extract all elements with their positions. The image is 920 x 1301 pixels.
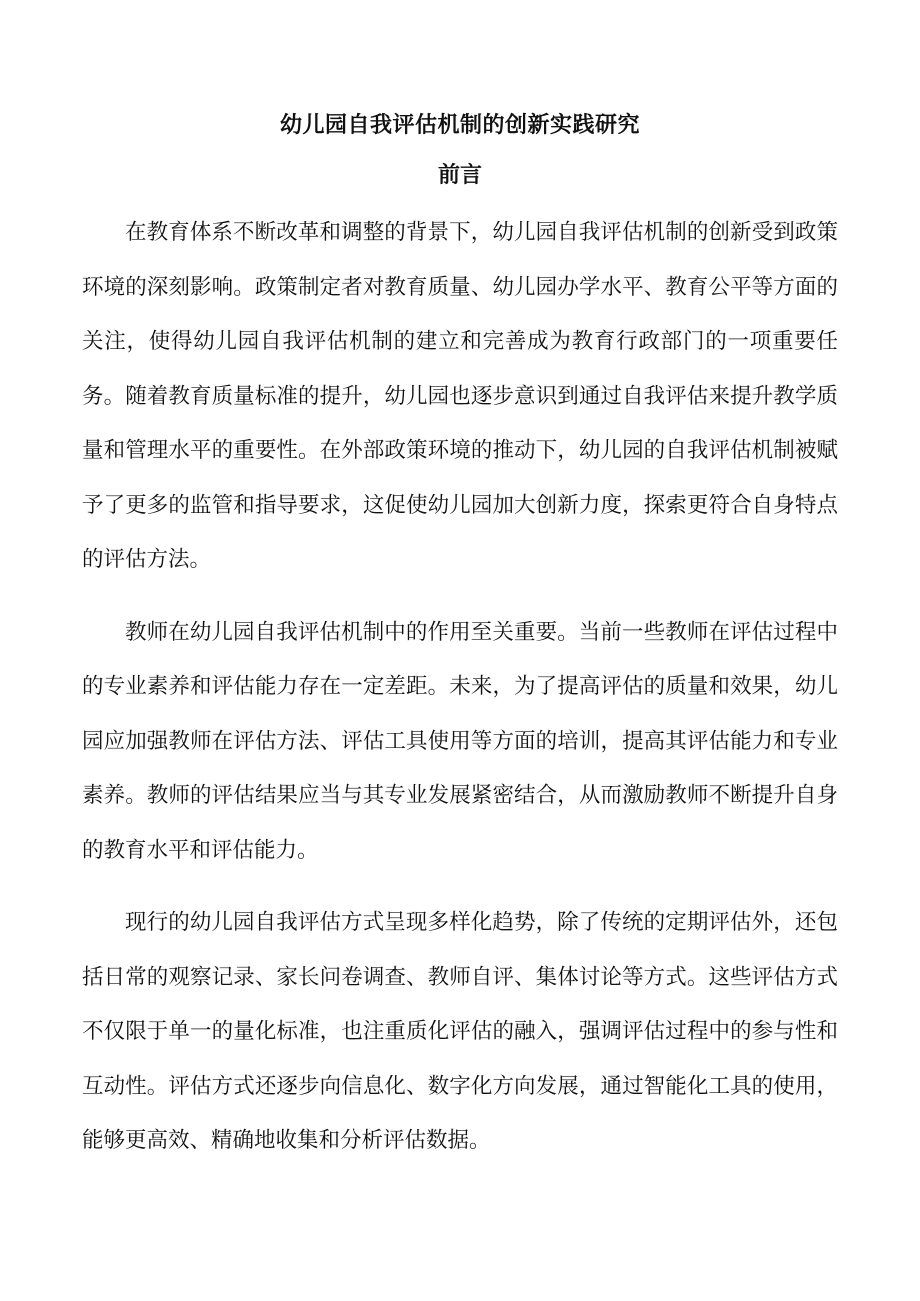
paragraph-2: 教师在幼儿园自我评估机制中的作用至关重要。当前一些教师在评估过程中的专业素养和评估能力存在一定差距。未来，为了提高评估的质量和效果，幼儿园应加强教师在评估方法、评估工具使用等方面的培训，提高其评估能力和专业素养。教师的评估结果应当与其专业发展紧密结合，从而激励教师不断提升自身的教育水平和评估能力。 (82, 619, 838, 863)
section-heading-preface: 前言 (437, 162, 482, 188)
paragraph-1: 在教育体系不断改革和调整的背景下，幼儿园自我评估机制的创新受到政策环境的深刻影响。政策制定者对教育质量、幼儿园办学水平、教育公平等方面的关注，使得幼儿园自我评估机制的建立和完善成为教育行政部门的一项重要任务。随着教育质量标准的提升，幼儿园也逐步意识到通过自我评估来提升教学质量和管理水平的重要性。在外部政策环境的推动下，幼儿园的自我评估机制被赋予了更多的监管和指导要求，这促使幼儿园加大创新力度，探索更符合自身特点的评估方法。 (82, 220, 838, 572)
paragraph-3: 现行的幼儿园自我评估方式呈现多样化趋势，除了传统的定期评估外，还包括日常的观察记录、家长问卷调查、教师自评、集体讨论等方式。这些评估方式不仅限于单一的量化标准，也注重质化评估的融入，强调评估过程中的参与性和互动性。评估方式还逐步向信息化、数字化方向发展，通过智能化工具的使用，能够更高效、精确地收集和分析评估数据。 (82, 910, 838, 1153)
document-title: 幼儿园自我评估机制的创新实践研究 (279, 112, 640, 138)
